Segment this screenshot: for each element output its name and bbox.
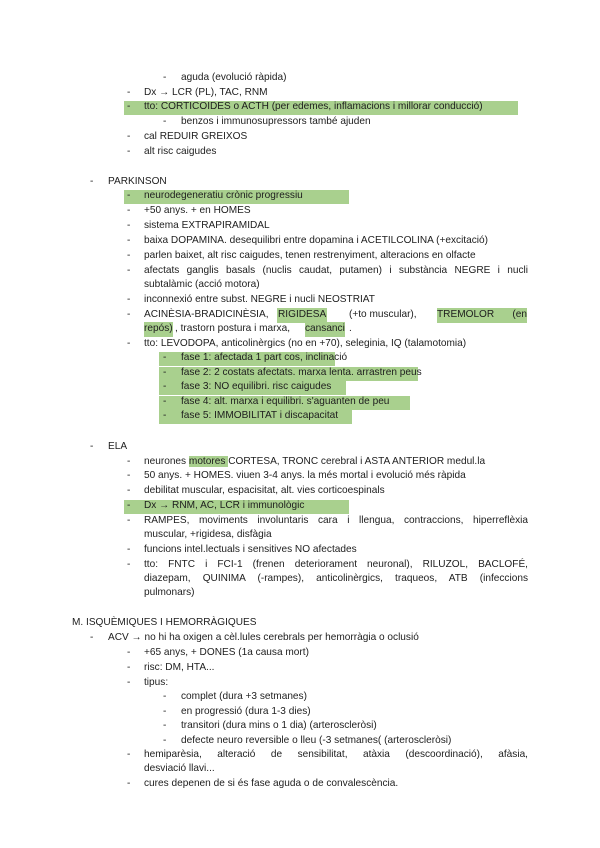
bullet-dash: - <box>163 367 167 378</box>
bullet-dash: - <box>127 265 131 276</box>
list-item: benzos i immunosupressors també ajuden <box>181 116 371 127</box>
highlight-motores: motores <box>188 456 229 467</box>
list-item: transitori (dura mins o 1 dia) (arteroscleròsi) <box>181 720 377 731</box>
phase-item: fase 3: NO equilibri. risc caigudes <box>181 381 332 392</box>
list-item-continuation: desviació llavi... <box>144 763 215 774</box>
list-item <box>144 455 485 470</box>
bullet-dash: - <box>127 190 131 201</box>
list-item-text: (+to muscular), <box>349 309 417 320</box>
list-item-highlighted: tto: CORTICOIDES o ACTH (per edemes, inflamacions i millorar conducció) <box>144 101 483 112</box>
phase-item: fase 4: alt. marxa i equilibri. s'aguanten de peu <box>181 396 390 407</box>
bullet-dash: - <box>127 749 131 760</box>
bullet-dash: - <box>127 500 131 511</box>
list-item: RAMPES, moviments involuntaris cara i llengua, contraccions, hiperreflèxia <box>144 515 528 526</box>
highlight-tremolor: TREMOLOR (en <box>437 308 527 323</box>
list-item-continuation: pulmonars) <box>144 587 195 598</box>
bullet-dash: - <box>163 735 167 746</box>
bullet-dash: - <box>127 662 131 673</box>
bullet-dash: - <box>163 72 167 83</box>
list-item: defecte neuro reversible o lleu (-3 setmanes( (arteroscleròsi) <box>181 735 452 746</box>
bullet-dash: - <box>127 544 131 555</box>
bullet-dash: - <box>163 706 167 717</box>
list-item: baixa DOPAMINA. desequilibri entre dopamina i ACETILCOLINA (+excitació) <box>144 235 488 246</box>
list-item-text: . <box>349 323 352 334</box>
bullet-dash: - <box>127 101 131 112</box>
bullet-dash: - <box>163 691 167 702</box>
bullet-dash: - <box>127 131 131 142</box>
bullet-dash: - <box>127 235 131 246</box>
bullet-dash: - <box>127 294 131 305</box>
bullet-dash: - <box>127 456 131 467</box>
list-item: alt risc caigudes <box>144 146 217 157</box>
bullet-dash: - <box>90 441 94 452</box>
list-item: complet (dura +3 setmanes) <box>181 691 307 702</box>
list-item: parlen baixet, alt risc caigudes, tenen restrenyiment, alteracions en olfacte <box>144 250 476 261</box>
list-item-text: ACINÈSIA-BRADICINÈSIA, <box>144 309 269 320</box>
bullet-dash: - <box>127 87 131 98</box>
list-item: 50 anys. + HOMES. viuen 3-4 anys. la més mortal i evolució més ràpida <box>144 470 466 481</box>
bullet-dash: - <box>163 720 167 731</box>
list-item: afectats ganglis basals (nuclis caudat, putamen) i substància NEGRE i nucli <box>144 265 528 276</box>
highlight-cansanci: cansanci <box>305 322 345 337</box>
list-item: cal REDUIR GREIXOS <box>144 131 248 142</box>
bullet-dash: - <box>163 116 167 127</box>
list-item: funcions intel.lectuals i sensitives NO afectades <box>144 544 357 555</box>
phase-item: fase 2: 2 costats afectats. marxa lenta. arrastren peus <box>181 367 422 378</box>
phase-item: fase 1: afectada 1 part cos, inclinació <box>181 352 348 363</box>
list-item-highlighted: neurodegeneratiu crònic progressiu <box>144 190 303 201</box>
bullet-dash: - <box>127 485 131 496</box>
section-title-parkinson: PARKINSON <box>108 176 167 187</box>
bullet-dash: - <box>90 632 94 643</box>
list-item: aguda (evolució ràpida) <box>181 72 287 83</box>
bullet-dash: - <box>163 381 167 392</box>
bullet-dash: - <box>163 396 167 407</box>
list-item: inconnexió entre subst. NEGRE i nucli NEOSTRIAT <box>144 294 375 305</box>
bullet-dash: - <box>127 220 131 231</box>
bullet-dash: - <box>127 205 131 216</box>
bullet-dash: - <box>127 559 131 570</box>
list-item: debilitat muscular, espacisitat, alt. vies corticoespinals <box>144 485 385 496</box>
highlight-repos: repós) <box>144 322 173 337</box>
bullet-dash: - <box>127 309 131 320</box>
bullet-dash: - <box>127 250 131 261</box>
bullet-dash: - <box>127 470 131 481</box>
list-item: tipus: <box>144 677 169 688</box>
bullet-dash: - <box>127 647 131 658</box>
list-item-continuation: diazepam, QUINIMA (-rampes), anticolinèrgics, traqueos, ATB (infeccions <box>144 573 528 584</box>
list-item-text: , trastorn postura i marxa, <box>175 323 290 334</box>
bullet-dash: - <box>90 176 94 187</box>
list-item: en progressió (dura 1-3 dies) <box>181 706 311 717</box>
list-item: +65 anys, + DONES (1a causa mort) <box>144 647 309 658</box>
list-item-continuation: muscular, +rigidesa, disfàgia <box>144 529 272 540</box>
highlight-rigidesa: RIGIDESA <box>277 308 327 323</box>
bullet-dash: - <box>127 338 131 349</box>
section-heading: M. ISQUÈMIQUES I HEMORRÀGIQUES <box>72 617 257 628</box>
list-item-continuation: subtalàmic (acció motora) <box>144 279 260 290</box>
bullet-dash: - <box>163 352 167 363</box>
list-item-text: neurones <box>144 456 189 467</box>
bullet-dash: - <box>127 778 131 789</box>
list-item: tto: LEVODOPA, anticolinèrgics (no en +70), seleginia, IQ (talamotomia) <box>144 338 467 349</box>
list-item: risc: DM, HTA... <box>144 662 215 673</box>
list-item-text: CORTESA, TRONC cerebral i ASTA ANTERIOR medul.la <box>228 456 486 467</box>
list-item: Dx → LCR (PL), TAC, RNM <box>144 87 268 98</box>
bullet-dash: - <box>127 146 131 157</box>
list-item: ACV → no hi ha oxigen a cèl.lules cerebrals per hemorràgia o oclusió <box>108 632 419 643</box>
list-item: +50 anys. + en HOMES <box>144 205 251 216</box>
bullet-dash: - <box>127 515 131 526</box>
phase-item: fase 5: IMMOBILITAT i discapacitat <box>181 410 339 421</box>
list-item: hemiparèsia, alteració de sensibilitat, atàxia (descoordinació), afàsia, <box>144 749 528 760</box>
bullet-dash: - <box>127 677 131 688</box>
list-item-highlighted: Dx → RNM, AC, LCR i immunològic <box>144 500 305 511</box>
bullet-dash: - <box>163 410 167 421</box>
list-item: sistema EXTRAPIRAMIDAL <box>144 220 270 231</box>
list-item: tto: FNTC i FCI-1 (frenen deteriorament neuronal), RILUZOL, BACLOFÉ, <box>144 559 528 570</box>
list-item: cures depenen de si és fase aguda o de convalescència. <box>144 778 399 789</box>
section-title-ela: ELA <box>108 441 128 452</box>
